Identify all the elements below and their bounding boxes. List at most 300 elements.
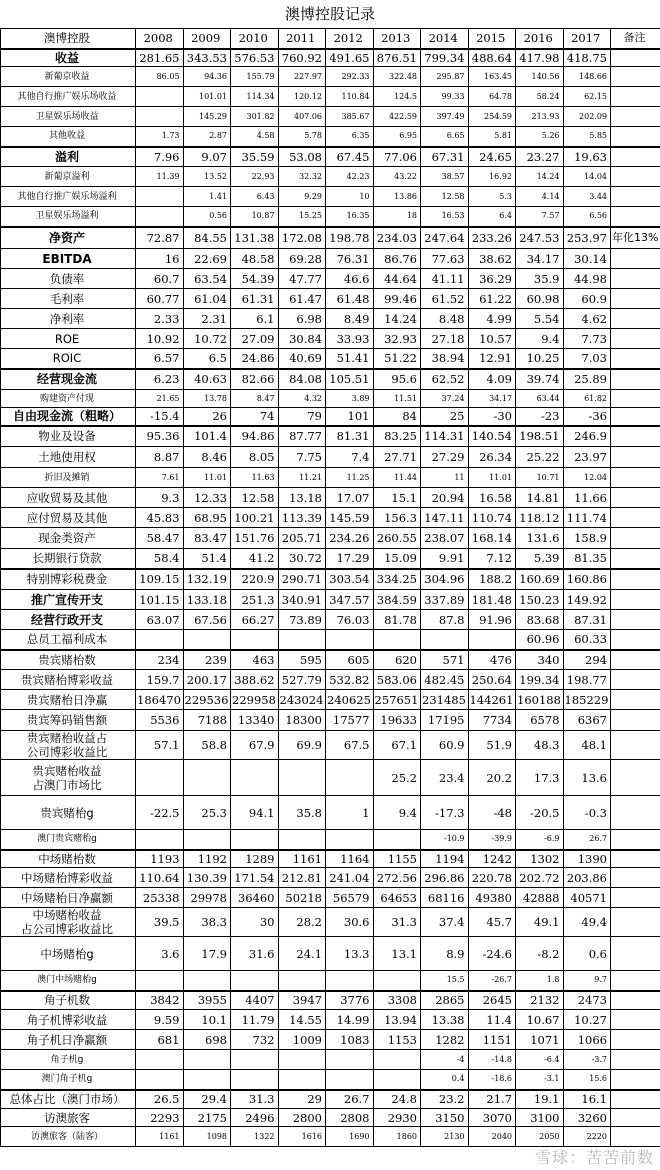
row-label: 自由现金流（粗略） [1, 408, 136, 426]
year-header: 2016 [516, 29, 564, 49]
note-cell [611, 850, 660, 868]
value-cell: 576.53 [231, 49, 279, 67]
value-cell: 149.92 [563, 590, 611, 610]
value-cell: -14.8 [468, 1050, 516, 1070]
value-cell: 7.12 [468, 549, 516, 569]
value-cell: 12.91 [468, 349, 516, 369]
value-cell: 4.62 [563, 309, 611, 329]
value-cell: 181.48 [468, 590, 516, 610]
value-cell: 30.84 [278, 329, 326, 349]
value-cell: 6.57 [136, 349, 184, 369]
note-cell [611, 127, 660, 147]
table-row [1, 830, 660, 850]
value-cell: 12.58 [231, 488, 279, 508]
value-cell: 32.32 [278, 167, 326, 187]
value-cell: 238.07 [421, 528, 469, 549]
table-row [1, 167, 660, 187]
note-cell [611, 731, 660, 760]
value-cell: 120.12 [278, 87, 326, 107]
value-cell: 4.32 [278, 390, 326, 408]
value-cell: 56579 [326, 888, 374, 908]
value-cell: 4.09 [468, 369, 516, 390]
table-row [1, 850, 660, 868]
note-cell [611, 207, 660, 227]
value-cell: 148.66 [563, 67, 611, 87]
value-cell [326, 1050, 374, 1070]
table-row [1, 710, 660, 731]
value-cell: 3260 [563, 1109, 611, 1127]
value-cell: 35.9 [516, 269, 564, 289]
value-cell: 61.82 [563, 390, 611, 408]
value-cell [278, 1070, 326, 1090]
table-row [1, 67, 660, 87]
value-cell: 1066 [563, 1030, 611, 1050]
note-cell [611, 796, 660, 830]
value-cell: -15.4 [136, 408, 184, 426]
value-cell: 11.01 [468, 468, 516, 488]
value-cell: 73.89 [278, 610, 326, 630]
value-cell: 1153 [373, 1030, 421, 1050]
value-cell [136, 187, 184, 207]
value-cell [373, 971, 421, 991]
data-table [0, 28, 660, 1147]
value-cell: 1616 [278, 1127, 326, 1147]
value-cell: 11.39 [136, 167, 184, 187]
value-cell: 234.26 [326, 528, 374, 549]
value-cell: 49.4 [563, 908, 611, 937]
value-cell: 254.59 [468, 107, 516, 127]
value-cell: 220.78 [468, 868, 516, 888]
value-cell: 66.27 [231, 610, 279, 630]
value-cell: 61.31 [231, 289, 279, 309]
value-cell: 2800 [278, 1109, 326, 1127]
value-cell: 7.03 [563, 349, 611, 369]
year-header: 2011 [278, 29, 326, 49]
value-cell [373, 1070, 421, 1090]
value-cell: 25.3 [183, 796, 231, 830]
year-header: 2014 [421, 29, 469, 49]
value-cell: 13.6 [563, 760, 611, 796]
value-cell: 83.47 [183, 528, 231, 549]
value-cell: 6.1 [231, 309, 279, 329]
value-cell: 27.18 [421, 329, 469, 349]
year-header: 2012 [326, 29, 374, 49]
value-cell: 239 [183, 650, 231, 670]
value-cell: 58.47 [136, 528, 184, 549]
value-cell: 60.9 [421, 731, 469, 760]
value-cell: 303.54 [326, 569, 374, 590]
value-cell: 186470 [136, 690, 184, 710]
note-cell [611, 426, 660, 447]
value-cell: 13.52 [183, 167, 231, 187]
value-cell: 7.96 [136, 147, 184, 167]
value-cell: 253.97 [563, 227, 611, 249]
value-cell: 11.21 [278, 468, 326, 488]
row-label: 角子机g [1, 1050, 136, 1070]
row-label: 卫星娱乐场溢利 [1, 207, 136, 227]
value-cell: 172.08 [278, 227, 326, 249]
value-cell: 6.65 [421, 127, 469, 147]
value-cell: 67.31 [421, 147, 469, 167]
row-label: 净资产 [1, 227, 136, 249]
note-cell [611, 269, 660, 289]
value-cell: 45.83 [136, 508, 184, 528]
value-cell: 681 [136, 1030, 184, 1050]
value-cell: 1690 [326, 1127, 374, 1147]
value-cell: 25.89 [563, 369, 611, 390]
value-cell: 61.52 [421, 289, 469, 309]
value-cell: 100.21 [231, 508, 279, 528]
value-cell: 8.48 [421, 309, 469, 329]
value-cell: 62.52 [421, 369, 469, 390]
value-cell: -0.3 [563, 796, 611, 830]
value-cell: 46.6 [326, 269, 374, 289]
value-cell: 2.87 [183, 127, 231, 147]
value-cell: 13340 [231, 710, 279, 731]
row-label: 经营行政开支 [1, 610, 136, 630]
value-cell: 43.22 [373, 167, 421, 187]
value-cell: 732 [231, 1030, 279, 1050]
value-cell: 87.77 [278, 426, 326, 447]
value-cell: 2.33 [136, 309, 184, 329]
value-cell: -22.5 [136, 796, 184, 830]
table-row [1, 528, 660, 549]
value-cell: 27.71 [373, 447, 421, 468]
value-cell: -3.1 [516, 1070, 564, 1090]
value-cell: 30.72 [278, 549, 326, 569]
value-cell: 1.73 [136, 127, 184, 147]
note-cell [611, 630, 660, 650]
value-cell: 23.27 [516, 147, 564, 167]
value-cell: 87.31 [563, 610, 611, 630]
value-cell: 40.63 [183, 369, 231, 390]
table-row [1, 349, 660, 369]
table-row [1, 908, 660, 937]
value-cell: 7188 [183, 710, 231, 731]
value-cell: 7.57 [516, 207, 564, 227]
value-cell: 101.01 [183, 87, 231, 107]
value-cell: -20.5 [516, 796, 564, 830]
value-cell: 3.44 [563, 187, 611, 207]
value-cell: 202.72 [516, 868, 564, 888]
value-cell: 54.39 [231, 269, 279, 289]
value-cell: 18300 [278, 710, 326, 731]
note-cell [611, 468, 660, 488]
value-cell: 20.94 [421, 488, 469, 508]
value-cell: 72.87 [136, 227, 184, 249]
value-cell: 229958 [231, 690, 279, 710]
value-cell: 64653 [373, 888, 421, 908]
value-cell: 64.78 [468, 87, 516, 107]
value-cell: 168.14 [468, 528, 516, 549]
value-cell: 250.64 [468, 670, 516, 690]
value-cell: 3.6 [136, 937, 184, 971]
value-cell: 5.3 [468, 187, 516, 207]
value-cell: 49380 [468, 888, 516, 908]
value-cell [136, 87, 184, 107]
row-label: 贵宾赌枱日净赢 [1, 690, 136, 710]
value-cell: 1.41 [183, 187, 231, 207]
value-cell: 158.9 [563, 528, 611, 549]
row-label: 卫星娱乐场收益 [1, 107, 136, 127]
value-cell: 8.87 [136, 447, 184, 468]
value-cell [136, 1050, 184, 1070]
value-cell: 1.8 [516, 971, 564, 991]
value-cell: 159.7 [136, 670, 184, 690]
table-row [1, 760, 660, 796]
value-cell: 118.12 [516, 508, 564, 528]
value-cell [231, 630, 279, 650]
value-cell: 241.04 [326, 868, 374, 888]
value-cell: 40571 [563, 888, 611, 908]
note-cell [611, 888, 660, 908]
value-cell: 1242 [468, 850, 516, 868]
table-row [1, 1127, 660, 1147]
value-cell: 34.17 [516, 249, 564, 269]
table-row [1, 207, 660, 227]
value-cell: 247.53 [516, 227, 564, 249]
value-cell: 87.8 [421, 610, 469, 630]
row-label: 现金类资产 [1, 528, 136, 549]
value-cell: 42888 [516, 888, 564, 908]
value-cell: 15.5 [421, 971, 469, 991]
value-cell: 41.2 [231, 549, 279, 569]
value-cell: 17.07 [326, 488, 374, 508]
note-cell [611, 408, 660, 426]
value-cell [278, 760, 326, 796]
value-cell: 11.4 [468, 1010, 516, 1030]
value-cell: 101 [326, 408, 374, 426]
value-cell [183, 630, 231, 650]
value-cell: 1194 [421, 850, 469, 868]
value-cell: 155.79 [231, 67, 279, 87]
value-cell: 48.1 [563, 731, 611, 760]
note-cell [611, 508, 660, 528]
value-cell: 14.55 [278, 1010, 326, 1030]
value-cell: 10.87 [231, 207, 279, 227]
value-cell: 1282 [421, 1030, 469, 1050]
value-cell: 63.07 [136, 610, 184, 630]
value-cell: 124.5 [373, 87, 421, 107]
value-cell: 2050 [516, 1127, 564, 1147]
value-cell [326, 1070, 374, 1090]
value-cell: 69.28 [278, 249, 326, 269]
value-cell: 10.67 [516, 1010, 564, 1030]
value-cell: 13.94 [373, 1010, 421, 1030]
value-cell: 2175 [183, 1109, 231, 1127]
table-row [1, 408, 660, 426]
value-cell [183, 1070, 231, 1090]
value-cell: 101.15 [136, 590, 184, 610]
value-cell: 3308 [373, 991, 421, 1010]
value-cell: 26 [183, 408, 231, 426]
value-cell [136, 630, 184, 650]
value-cell: 0.6 [563, 937, 611, 971]
value-cell: 488.64 [468, 49, 516, 67]
row-label: 中场赌枱收益 占公司博彩收益比 [1, 908, 136, 937]
row-label: 贵宾赌枱g [1, 796, 136, 830]
value-cell: 3955 [183, 991, 231, 1010]
value-cell: 83.68 [516, 610, 564, 630]
value-cell: 343.53 [183, 49, 231, 67]
value-cell: 2040 [468, 1127, 516, 1147]
value-cell: 60.33 [563, 630, 611, 650]
value-cell: 13.18 [278, 488, 326, 508]
row-label: 贵宾筹码销售额 [1, 710, 136, 731]
value-cell: 44.98 [563, 269, 611, 289]
note-cell [611, 49, 660, 67]
value-cell: 8.05 [231, 447, 279, 468]
value-cell: 160.69 [516, 569, 564, 590]
year-header: 2015 [468, 29, 516, 49]
value-cell: 1192 [183, 850, 231, 868]
value-cell: 4.58 [231, 127, 279, 147]
note-cell [611, 1030, 660, 1050]
value-cell: 62.15 [563, 87, 611, 107]
value-cell: 620 [373, 650, 421, 670]
value-cell: 7734 [468, 710, 516, 731]
value-cell: 9.7 [563, 971, 611, 991]
table-row [1, 508, 660, 528]
value-cell: 84.08 [278, 369, 326, 390]
value-cell: 58.8 [183, 731, 231, 760]
table-row [1, 390, 660, 408]
value-cell: 272.56 [373, 868, 421, 888]
value-cell: 10.25 [516, 349, 564, 369]
table-row [1, 690, 660, 710]
table-row [1, 1109, 660, 1127]
value-cell: 340 [516, 650, 564, 670]
value-cell: 7.73 [563, 329, 611, 349]
value-cell: 8.47 [231, 390, 279, 408]
note-cell [611, 991, 660, 1010]
value-cell [231, 1050, 279, 1070]
value-cell: 2.31 [183, 309, 231, 329]
note-cell [611, 488, 660, 508]
value-cell: 11.44 [373, 468, 421, 488]
value-cell: 94.1 [231, 796, 279, 830]
value-cell: 12.58 [421, 187, 469, 207]
value-cell: 171.54 [231, 868, 279, 888]
row-label: 澳门中场赌枱g [1, 971, 136, 991]
value-cell: 292.33 [326, 67, 374, 87]
value-cell: 9.29 [278, 187, 326, 207]
value-cell: 243024 [278, 690, 326, 710]
value-cell: 23.97 [563, 447, 611, 468]
value-cell: 38.62 [468, 249, 516, 269]
value-cell: 160.86 [563, 569, 611, 590]
value-cell: 22.93 [231, 167, 279, 187]
year-header: 2008 [136, 29, 184, 49]
note-cell [611, 1070, 660, 1090]
value-cell: 11 [421, 468, 469, 488]
value-cell: 86.76 [373, 249, 421, 269]
value-cell: -8.2 [516, 937, 564, 971]
table-row [1, 127, 660, 147]
value-cell: 212.81 [278, 868, 326, 888]
value-cell [136, 107, 184, 127]
value-cell: 198.78 [326, 227, 374, 249]
note-cell [611, 447, 660, 468]
value-cell: 6.5 [183, 349, 231, 369]
header-row [1, 29, 660, 49]
value-cell: 77.63 [421, 249, 469, 269]
value-cell: 2496 [231, 1109, 279, 1127]
value-cell: 60.96 [516, 630, 564, 650]
row-label: 其他收益 [1, 127, 136, 147]
value-cell: 3100 [516, 1109, 564, 1127]
row-label: 新葡京溢利 [1, 167, 136, 187]
value-cell: 18 [373, 207, 421, 227]
value-cell: 26.7 [326, 1090, 374, 1109]
value-cell: 583.06 [373, 670, 421, 690]
value-cell: 11.63 [231, 468, 279, 488]
table-row [1, 610, 660, 630]
row-label: 贵宾赌枱收益占 公司博彩收益比 [1, 731, 136, 760]
note-cell [611, 147, 660, 167]
row-label: 贵宾赌枱博彩收益 [1, 670, 136, 690]
value-cell: 294 [563, 650, 611, 670]
value-cell: 31.6 [231, 937, 279, 971]
value-cell: 2473 [563, 991, 611, 1010]
note-cell [611, 690, 660, 710]
value-cell: 105.51 [326, 369, 374, 390]
row-label: 中场赌枱博彩收益 [1, 868, 136, 888]
value-cell: 13.38 [421, 1010, 469, 1030]
note-cell [611, 390, 660, 408]
value-cell [373, 830, 421, 850]
value-cell: 29978 [183, 888, 231, 908]
value-cell: 12.33 [183, 488, 231, 508]
value-cell: 61.48 [326, 289, 374, 309]
value-cell: 1155 [373, 850, 421, 868]
value-cell: 4407 [231, 991, 279, 1010]
value-cell: 20.2 [468, 760, 516, 796]
value-cell: 11.51 [373, 390, 421, 408]
value-cell: 42.23 [326, 167, 374, 187]
value-cell: -10.9 [421, 830, 469, 850]
value-cell: 40.69 [278, 349, 326, 369]
value-cell: 58.24 [516, 87, 564, 107]
value-cell: 110.84 [326, 87, 374, 107]
table-row [1, 468, 660, 488]
value-cell: 51.22 [373, 349, 421, 369]
value-cell: 44.64 [373, 269, 421, 289]
value-cell: 51.9 [468, 731, 516, 760]
value-cell: 51.4 [183, 549, 231, 569]
value-cell [183, 1050, 231, 1070]
row-label: 其他自行推广娱乐场收益 [1, 87, 136, 107]
value-cell: 114.34 [231, 87, 279, 107]
table-row [1, 630, 660, 650]
value-cell: 220.9 [231, 569, 279, 590]
note-cell [611, 830, 660, 850]
note-cell [611, 249, 660, 269]
note-cell: 年化13% [611, 227, 660, 249]
value-cell: 17.3 [516, 760, 564, 796]
value-cell: 14.24 [373, 309, 421, 329]
value-cell: 17.9 [183, 937, 231, 971]
table-row [1, 249, 660, 269]
value-cell: 60.98 [516, 289, 564, 309]
value-cell: 26.7 [563, 830, 611, 850]
value-cell: 60.7 [136, 269, 184, 289]
value-cell: 38.57 [421, 167, 469, 187]
value-cell: 337.89 [421, 590, 469, 610]
value-cell: 57.1 [136, 731, 184, 760]
value-cell: -17.3 [421, 796, 469, 830]
value-cell: 67.5 [326, 731, 374, 760]
